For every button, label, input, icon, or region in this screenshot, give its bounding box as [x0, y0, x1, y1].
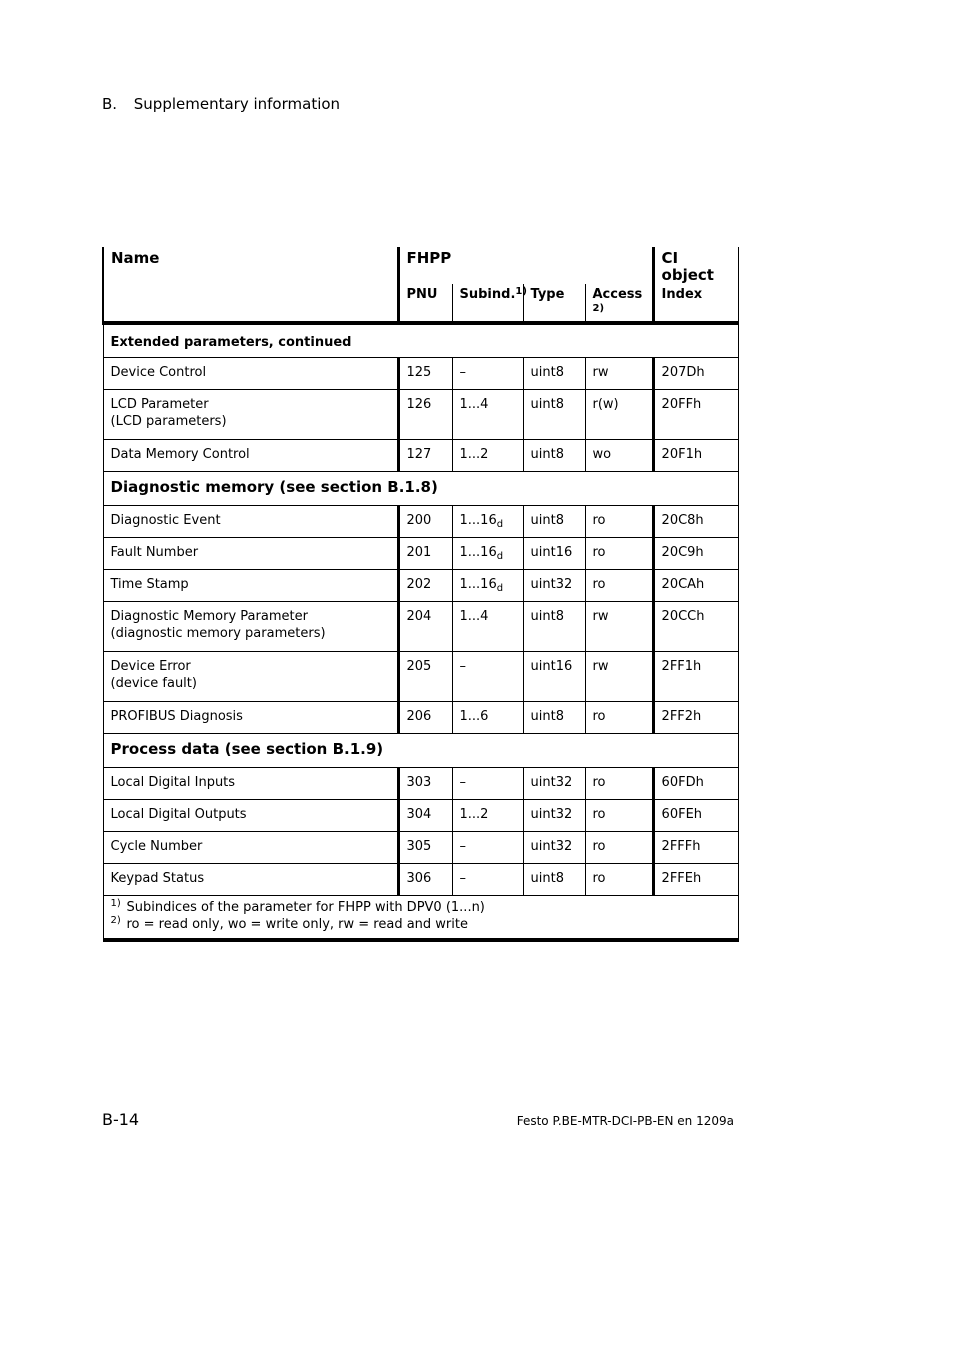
table-row [103, 864, 738, 896]
col-header-type: Type [523, 284, 585, 323]
col-header-index: Index [653, 284, 738, 323]
cell-access: rw [585, 358, 653, 390]
cell-subind [452, 570, 523, 602]
cell-access: ro [585, 768, 653, 800]
table-row [103, 440, 738, 472]
cell-subind [452, 800, 523, 832]
cell-access: ro [585, 570, 653, 602]
cell-subind-value: 1...16 [459, 513, 497, 528]
cell-name-line: LCD Parameter [110, 397, 209, 412]
cell-subind-value: 1...16 [459, 577, 497, 592]
footnote-mark: 2) [110, 915, 121, 926]
cell-subind-value: 1...16 [459, 545, 497, 560]
cell-pnu: 127 [398, 440, 452, 472]
cell-subind [452, 358, 523, 390]
table-row [103, 800, 738, 832]
cell-name-line: PROFIBUS Diagnosis [110, 709, 243, 724]
cell-type: uint8 [523, 358, 585, 390]
cell-name [103, 864, 398, 896]
cell-subind-suffix: d [496, 583, 504, 594]
cell-access: r(w) [585, 390, 653, 440]
cell-access: ro [585, 800, 653, 832]
cell-name-line2: (diagnostic memory parameters) [110, 626, 326, 641]
cell-index: 20C8h [653, 506, 738, 538]
cell-subind [452, 602, 523, 652]
footnote-text: Subindices of the parameter for FHPP with DPV0 (1...n) [126, 900, 485, 915]
table-row [103, 390, 738, 440]
col-group-fhpp: FHPP [398, 247, 653, 284]
page-number: B-14 [102, 1110, 140, 1129]
cell-subind [452, 832, 523, 864]
cell-type: uint32 [523, 570, 585, 602]
cell-subind-suffix: d [496, 519, 504, 530]
table-row [103, 832, 738, 864]
cell-name [103, 506, 398, 538]
cell-subind-value: 1...4 [459, 397, 489, 412]
table-body [103, 323, 738, 940]
cell-name-line2: (LCD parameters) [110, 414, 227, 429]
cell-pnu: 206 [398, 702, 452, 734]
footnotes-row [103, 896, 738, 941]
cell-name-line: Device Control [110, 365, 207, 380]
footnote-text: ro = read only, wo = write only, rw = read and write [126, 917, 468, 932]
cell-access: rw [585, 602, 653, 652]
cell-pnu: 305 [398, 832, 452, 864]
cell-type: uint8 [523, 702, 585, 734]
cell-name [103, 440, 398, 472]
cell-type: uint16 [523, 652, 585, 702]
cell-subind-value: – [459, 775, 466, 790]
table-row [103, 652, 738, 702]
cell-subind [452, 702, 523, 734]
cell-pnu: 201 [398, 538, 452, 570]
cell-name [103, 768, 398, 800]
cell-index: 20F1h [653, 440, 738, 472]
table-row [103, 538, 738, 570]
cell-name-line: Keypad Status [110, 871, 205, 886]
cell-index: 2FFFh [653, 832, 738, 864]
cell-subind-value: – [459, 839, 466, 854]
cell-name [103, 602, 398, 652]
cell-subind-value: 1...4 [459, 609, 489, 624]
cell-subind [452, 768, 523, 800]
table-row [103, 768, 738, 800]
cell-name-line2: (device fault) [110, 676, 197, 691]
table-row [103, 506, 738, 538]
col-header-subind: Subind.$^{1)}$ [452, 284, 523, 323]
col-group-ci-object: CI object [653, 247, 738, 284]
cell-access: rw [585, 652, 653, 702]
cell-pnu: 126 [398, 390, 452, 440]
cell-access: ro [585, 832, 653, 864]
cell-subind [452, 506, 523, 538]
col-header-pnu: PNU [398, 284, 452, 323]
cell-pnu: 202 [398, 570, 452, 602]
cell-subind-value: – [459, 871, 466, 886]
cell-pnu: 200 [398, 506, 452, 538]
cell-name [103, 390, 398, 440]
cell-name [103, 832, 398, 864]
col-header-access: Access $^{2)}$ [585, 284, 653, 323]
cell-access: ro [585, 538, 653, 570]
cell-subind [452, 390, 523, 440]
cell-subind [452, 652, 523, 702]
table-row [103, 570, 738, 602]
cell-subind-value: – [459, 365, 466, 380]
cell-name-line: Diagnostic Memory Parameter [110, 609, 308, 624]
cell-type: uint8 [523, 390, 585, 440]
cell-name-line: Data Memory Control [110, 447, 250, 462]
cell-name-line: Cycle Number [110, 839, 203, 854]
cell-index: 20CAh [653, 570, 738, 602]
cell-index: 2FF2h [653, 702, 738, 734]
section-row [103, 472, 738, 506]
cell-subind [452, 864, 523, 896]
cell-index: 60FEh [653, 800, 738, 832]
cell-index: 20FFh [653, 390, 738, 440]
footnote [111, 916, 731, 933]
section-title: Supplementary information [133, 95, 341, 113]
cell-pnu: 204 [398, 602, 452, 652]
cell-access: wo [585, 440, 653, 472]
section-title: Process data (see section B.1.9) [103, 734, 738, 768]
cell-name [103, 702, 398, 734]
cell-name [103, 800, 398, 832]
cell-access: ro [585, 864, 653, 896]
cell-type: uint8 [523, 864, 585, 896]
cell-name [103, 570, 398, 602]
cell-type: uint32 [523, 768, 585, 800]
parameter-table [102, 247, 739, 942]
cell-subind-value: 1...2 [459, 447, 489, 462]
section-number: B. [102, 95, 118, 113]
cell-access: ro [585, 506, 653, 538]
cell-index: 20C9h [653, 538, 738, 570]
cell-name [103, 358, 398, 390]
cell-type: uint32 [523, 800, 585, 832]
table-row [103, 702, 738, 734]
cell-name-line: Diagnostic Event [110, 513, 221, 528]
footnote [111, 899, 731, 916]
cell-subind-value: 1...2 [459, 807, 489, 822]
cell-subind [452, 538, 523, 570]
cell-name-line: Time Stamp [110, 577, 189, 592]
cell-type: uint8 [523, 602, 585, 652]
footnote-mark: 1) [110, 898, 121, 909]
cell-subind [452, 440, 523, 472]
cell-name-line: Fault Number [110, 545, 199, 560]
cell-type: uint16 [523, 538, 585, 570]
section-title: Extended parameters, continued [103, 323, 738, 358]
cell-pnu: 304 [398, 800, 452, 832]
cell-index: 207Dh [653, 358, 738, 390]
col-header-name: Name [103, 247, 398, 284]
cell-access: ro [585, 702, 653, 734]
cell-name-line: Device Error [110, 659, 191, 674]
cell-index: 60FDh [653, 768, 738, 800]
cell-subind-value: 1...6 [459, 709, 489, 724]
section-title: Diagnostic memory (see section B.1.8) [103, 472, 738, 506]
cell-type: uint8 [523, 440, 585, 472]
cell-index: 2FF1h [653, 652, 738, 702]
cell-name-line: Local Digital Inputs [110, 775, 236, 790]
document-id: Festo P.BE-MTR-DCI-PB-EN en 1209a [516, 1114, 734, 1128]
cell-pnu: 125 [398, 358, 452, 390]
section-row [103, 734, 738, 768]
section-row [103, 323, 738, 358]
cell-name-line: Local Digital Outputs [110, 807, 247, 822]
cell-name [103, 652, 398, 702]
cell-pnu: 306 [398, 864, 452, 896]
cell-pnu: 205 [398, 652, 452, 702]
footnotes [103, 896, 738, 941]
col-header-name-spacer [103, 284, 398, 323]
cell-index: 2FFEh [653, 864, 738, 896]
cell-name [103, 538, 398, 570]
cell-type: uint8 [523, 506, 585, 538]
page-header [102, 95, 340, 113]
cell-index: 20CCh [653, 602, 738, 652]
cell-subind-value: – [459, 659, 466, 674]
cell-pnu: 303 [398, 768, 452, 800]
cell-subind-suffix: d [496, 551, 504, 562]
table-row [103, 602, 738, 652]
cell-type: uint32 [523, 832, 585, 864]
table-row [103, 358, 738, 390]
